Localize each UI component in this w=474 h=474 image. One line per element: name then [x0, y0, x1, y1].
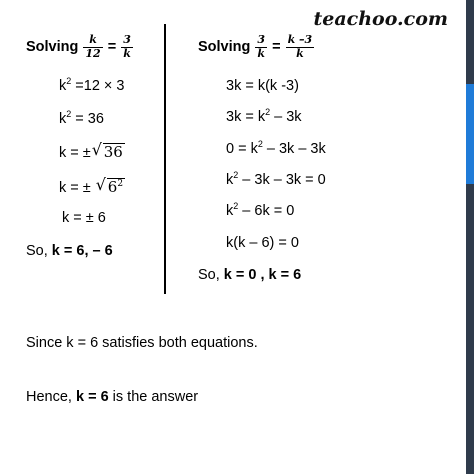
step-text: k = ± — [59, 180, 95, 196]
left-header-frac1 — [83, 34, 102, 60]
radicand-base: 6 — [107, 178, 118, 196]
exponent: 2 — [66, 109, 72, 119]
frac-numerator: k –3 — [287, 33, 313, 46]
step-text: k = ± — [59, 145, 91, 161]
left-header-word: Solving — [26, 38, 79, 55]
exponent: 2 — [66, 76, 72, 86]
step-text: – 6k = 0 — [238, 203, 295, 219]
left-header-eq: = — [107, 38, 117, 55]
step-text: k — [226, 172, 234, 188]
right-header — [198, 34, 315, 60]
step-text: – 3k — [270, 109, 302, 125]
sidebar-accent — [466, 84, 474, 184]
left-header-frac2 — [121, 34, 133, 60]
conclusion-prefix: Hence, — [26, 389, 76, 405]
frac-numerator: 3 — [257, 33, 266, 46]
right-header-frac2 — [286, 34, 315, 60]
right-header-frac1 — [255, 34, 267, 60]
left-step-2 — [59, 109, 104, 127]
result-answer: k = 0 , k = 6 — [223, 267, 302, 283]
left-step-4 — [59, 175, 125, 196]
step-text: k — [226, 203, 234, 219]
sqrt-symbol: √ 36 — [91, 140, 123, 161]
right-header-word: Solving — [198, 38, 251, 55]
right-step-2 — [226, 107, 302, 125]
sidebar-bar — [466, 0, 474, 474]
radicand: 36 — [103, 143, 123, 161]
right-step-1: 3k = k(k -3) — [226, 78, 299, 94]
left-result — [26, 244, 113, 259]
result-prefix: So, — [198, 267, 224, 283]
frac-numerator: k — [83, 34, 102, 48]
left-step-1 — [59, 76, 125, 94]
right-result — [198, 268, 301, 283]
exponent: 2 — [265, 107, 271, 117]
step-text: k — [59, 111, 67, 127]
exponent: 2 — [257, 139, 263, 149]
step-text: = 36 — [71, 111, 104, 127]
result-prefix: So, — [26, 243, 52, 259]
right-step-3 — [226, 139, 326, 157]
right-step-6: k(k – 6) = 0 — [226, 235, 299, 251]
step-text: – 3k – 3k = 0 — [238, 172, 326, 188]
step-text: – 3k – 3k — [262, 141, 326, 157]
final-answer: k = 6 — [75, 389, 109, 405]
conclusion-line-2 — [26, 390, 198, 405]
right-header-eq: = — [272, 38, 281, 55]
column-divider — [164, 24, 166, 294]
conclusion-suffix: is the answer — [108, 389, 199, 405]
left-step-3 — [59, 140, 125, 161]
result-answer: k = 6, – 6 — [51, 243, 113, 259]
frac-numerator: 3 — [123, 33, 131, 46]
sqrt-symbol: √ $6^2$ — [95, 175, 124, 196]
teachoo-logo: teachoo.com — [313, 8, 448, 30]
exponent: 2 — [233, 170, 239, 180]
step-text: =12 × 3 — [71, 78, 125, 94]
radicand — [107, 178, 125, 195]
frac-denominator: k — [257, 46, 266, 60]
step-text: 3k = k — [226, 109, 266, 125]
left-header — [26, 34, 134, 60]
frac-denominator: k — [123, 46, 131, 60]
frac-denominator: 12 — [85, 46, 101, 60]
exponent: 2 — [233, 201, 239, 211]
exponent: 2 — [117, 179, 124, 189]
right-step-5 — [226, 201, 295, 219]
frac-denominator: k — [296, 46, 304, 60]
left-step-5: k = ± 6 — [62, 210, 106, 226]
step-text: k — [59, 78, 67, 94]
conclusion-line-1: Since k = 6 satisfies both equations. — [26, 335, 258, 351]
right-step-4 — [226, 170, 326, 188]
step-text: 0 = k — [226, 141, 258, 157]
